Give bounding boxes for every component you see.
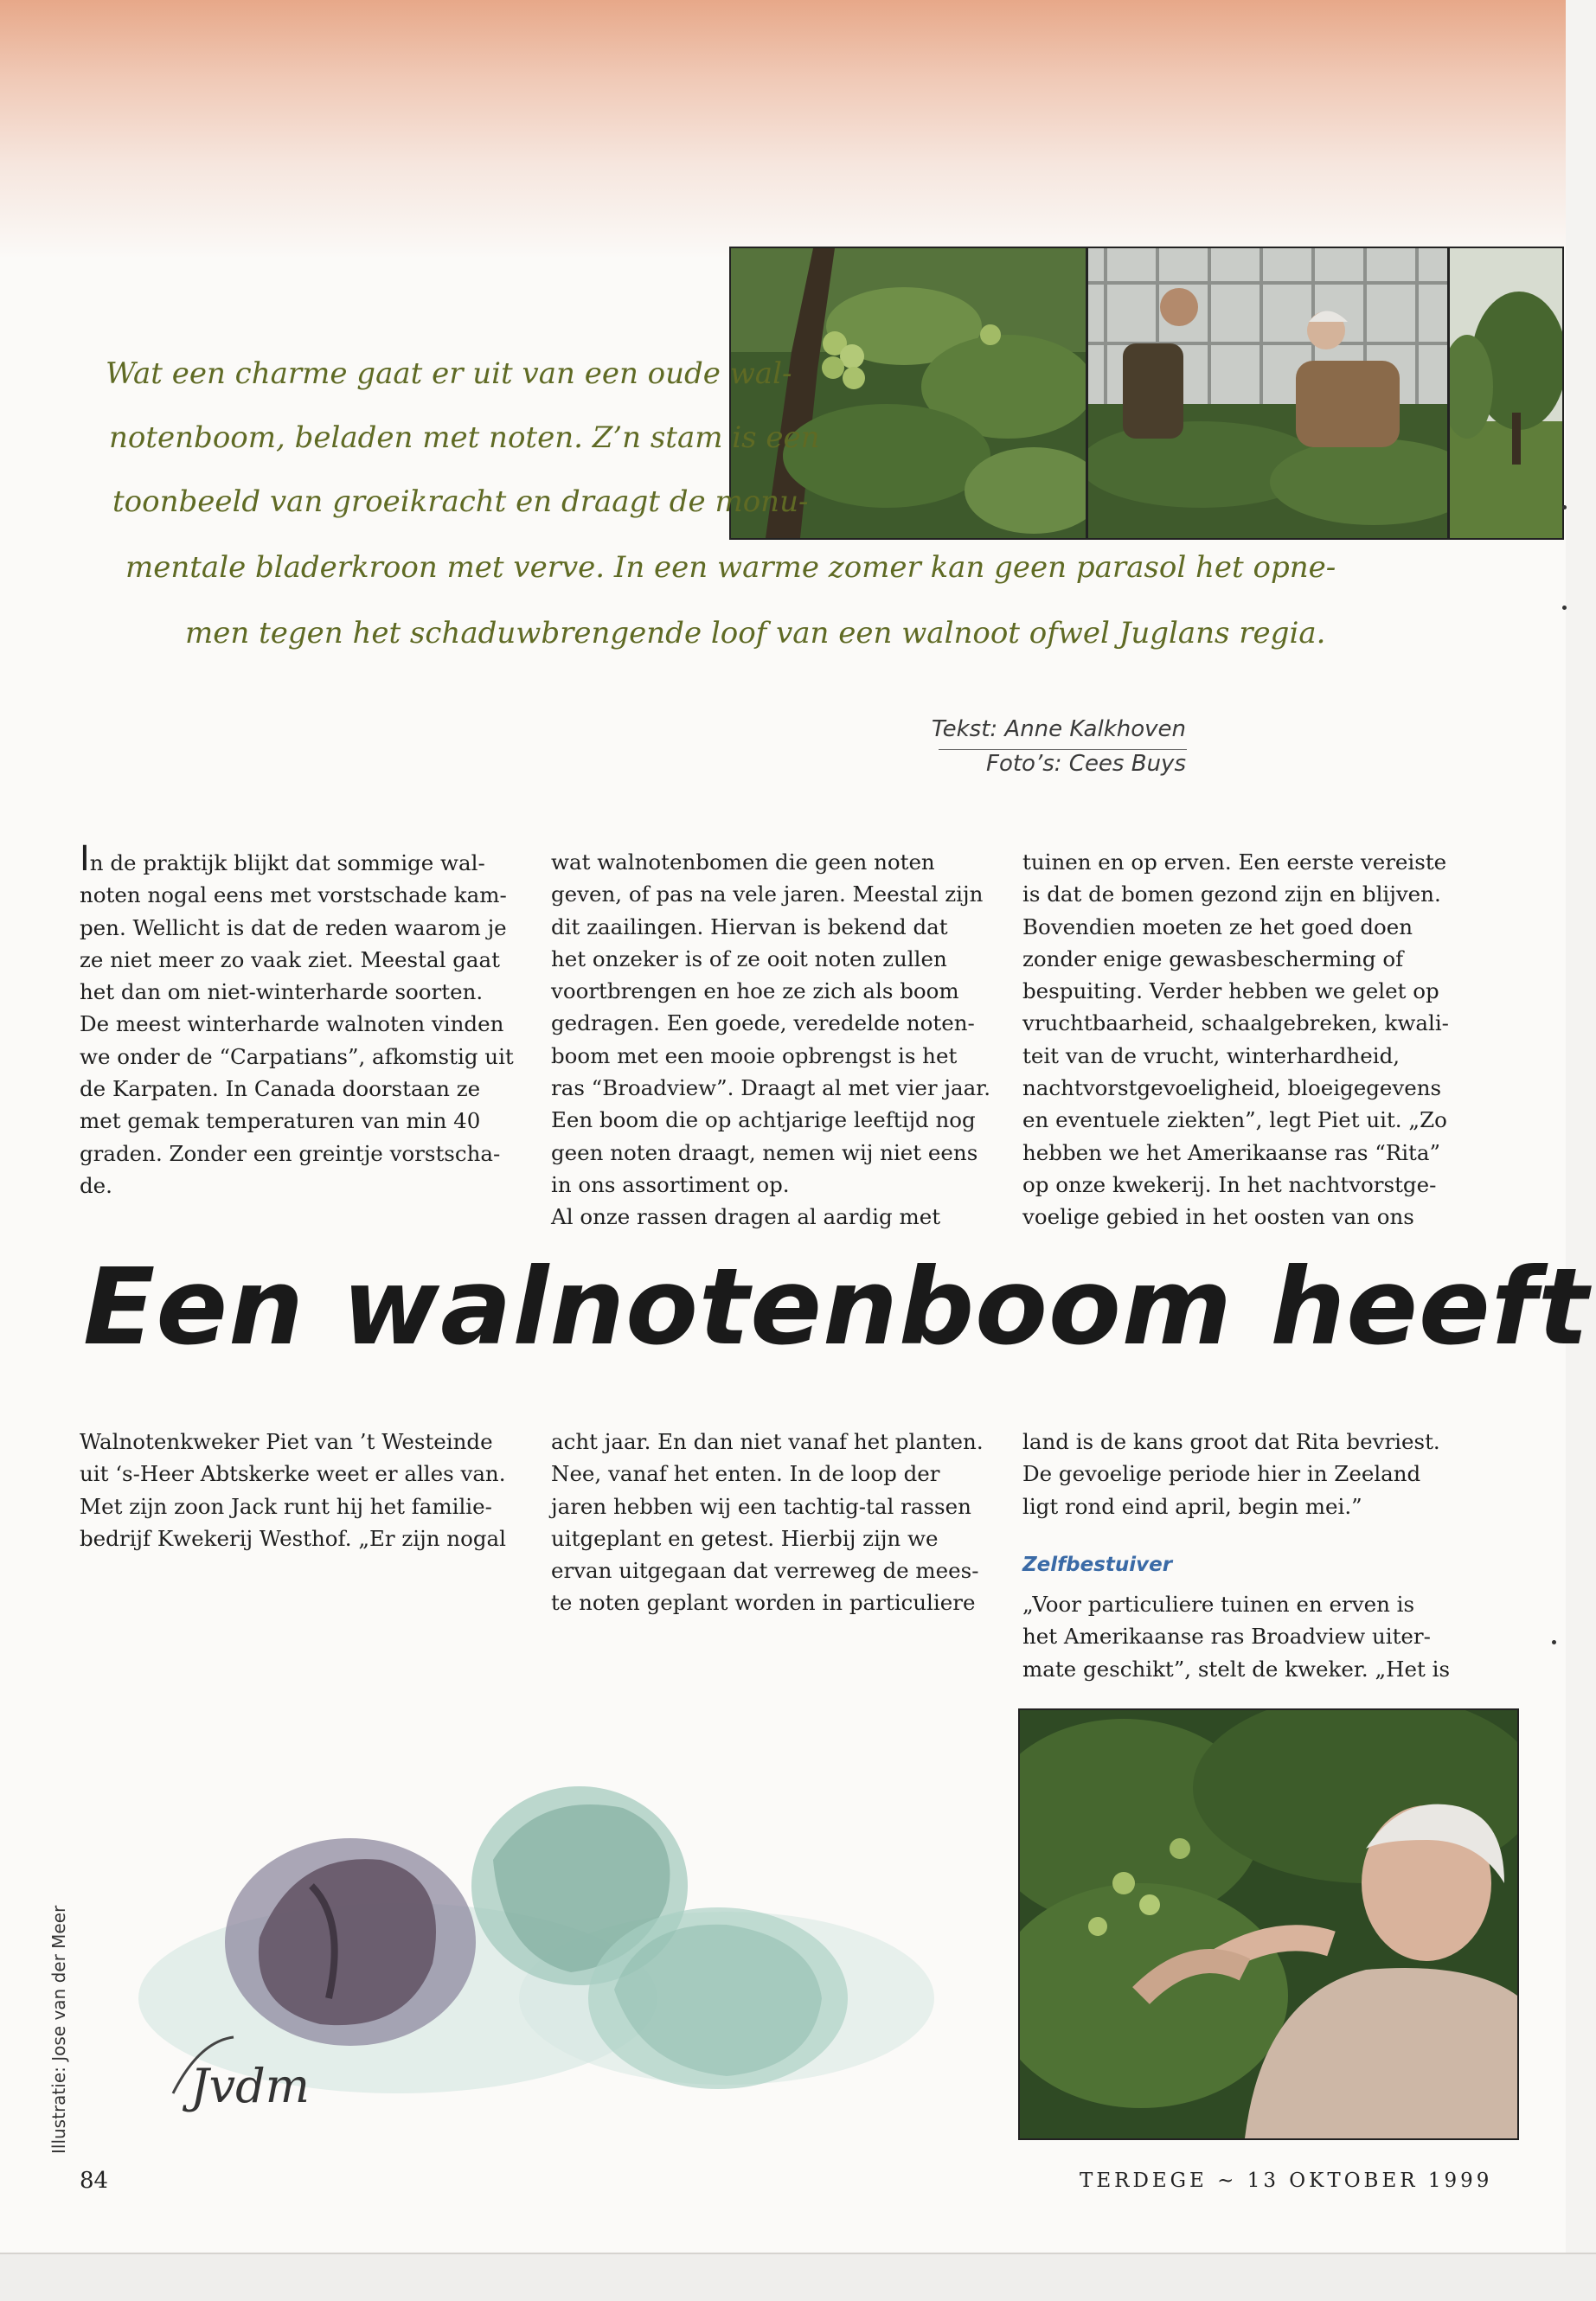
upper-column-2: [551, 846, 990, 1234]
byline-photos: Foto’s: Cees Buys: [985, 751, 1186, 777]
text-line: noten nogal eens met vorstschade kam-: [80, 882, 507, 908]
text-line: ervan uitgegaan dat verreweg de mees-: [551, 1558, 979, 1584]
text-line: ze niet meer zo vaak ziet. Meestal gaat: [80, 946, 500, 972]
text-line: we onder de “Carpatians”, afkomstig uit: [80, 1043, 514, 1069]
lead-line-4: mentale bladerkroon met verve. In een warme zomer kan geen parasol het opne-: [125, 550, 1336, 585]
greenhouse-photo: [1086, 247, 1449, 540]
text-line: vruchtbaarheid, schaalgebreken, kwali-: [1022, 1010, 1449, 1036]
lead-line-5: men tegen het schaduwbrengende loof van een walnoot ofwel Juglans regia.: [185, 616, 1326, 651]
text-line: dit zaailingen. Hiervan is bekend dat: [551, 913, 948, 939]
text-line: op onze kwekerij. In het nachtvorstge-: [1022, 1171, 1437, 1197]
text-line: geven, of pas na vele jaren. Meestal zijn: [551, 881, 984, 907]
text-line: uit ‘s-Heer Abtskerke weet er alles van.: [80, 1461, 506, 1487]
drop-cap: I: [80, 839, 90, 879]
page-number: 84: [80, 2168, 109, 2194]
illustration-credit: Illustratie: Jose van der Meer: [48, 1905, 69, 2154]
text-line: voortbrengen en hoe ze zich als boom: [551, 978, 959, 1004]
page-edge-bottom: [0, 2253, 1596, 2301]
text-line: geen noten draagt, nemen wij niet eens: [551, 1139, 978, 1165]
text-line: Met zijn zoon Jack runt hij het familie-: [80, 1493, 492, 1519]
grower-image: [1020, 1710, 1517, 2138]
text-line: het onzeker is of ze ooit noten zullen: [551, 945, 947, 971]
text-line: Walnotenkweker Piet van ’t Westeinde: [80, 1429, 493, 1454]
text-line-rest: n de praktijk blijkt dat sommige wal-: [89, 850, 485, 875]
headline: Een walnotenboom heeft: [83, 1246, 1590, 1368]
margin-dot: [1562, 505, 1567, 510]
text-line: is dat de bomen gezond zijn en blijven.: [1022, 881, 1441, 907]
grower-photo: [1018, 1708, 1519, 2140]
text-line: het dan om niet-winterharde soorten.: [80, 979, 484, 1005]
lower-column-3-continued: [1022, 1588, 1450, 1685]
text-line: het Amerikaanse ras Broadview uiter-: [1022, 1624, 1431, 1650]
text-line: [80, 839, 514, 879]
byline-rule: [939, 749, 1187, 750]
lower-column-1: [80, 1426, 506, 1554]
publication-footer: TERDEGE ~ 13 OKTOBER 1999: [1080, 2170, 1493, 2192]
text-line: en eventuele ziekten”, legt Piet uit. „Zo: [1022, 1107, 1447, 1133]
upper-column-3: [1022, 846, 1449, 1234]
text-line: „Voor particuliere tuinen en erven is: [1022, 1592, 1415, 1617]
text-line: uitgeplant en getest. Hierbij zijn we: [551, 1525, 939, 1551]
text-line: Bovendien moeten ze het goed doen: [1022, 913, 1413, 939]
lead-line-1: Wat een charme gaat er uit van een oude wal-: [106, 356, 792, 391]
text-line: ligt rond eind april, begin mei.”: [1022, 1493, 1362, 1519]
illustration-signature: Jvdm: [190, 2059, 310, 2113]
text-line: De meest winterharde walnoten vinden: [80, 1011, 504, 1037]
walnut-illustration: [121, 1739, 952, 2145]
text-line: ras “Broadview”. Draagt al met vier jaar.: [551, 1075, 990, 1101]
text-line: Al onze rassen dragen al aardig met: [551, 1204, 941, 1230]
greenhouse-image: [1088, 248, 1447, 538]
text-line: in ons assortiment op.: [551, 1171, 790, 1197]
text-line: tuinen en op erven. Een eerste vereiste: [1022, 849, 1447, 875]
page-edge-right: [1566, 0, 1596, 2301]
orchard-image: [1450, 248, 1562, 538]
subheading: Zelfbestuiver: [1022, 1554, 1173, 1576]
text-line: voelige gebied in het oosten van ons: [1022, 1204, 1414, 1230]
margin-dot: [1562, 606, 1567, 610]
text-line: boom met een mooie opbrengst is het: [551, 1042, 958, 1068]
text-line: jaren hebben wij een tachtig-tal rassen: [551, 1493, 971, 1519]
text-line: Een boom die op achtjarige leeftijd nog: [551, 1107, 976, 1133]
text-line: land is de kans groot dat Rita bevriest.: [1022, 1429, 1440, 1454]
text-line: teit van de vrucht, winterhardheid,: [1022, 1042, 1401, 1068]
margin-dot: [1552, 1640, 1556, 1644]
walnut-watercolor-image: [121, 1739, 952, 2145]
lower-column-3: [1022, 1426, 1440, 1522]
byline-text: Tekst: Anne Kalkhoven: [931, 716, 1186, 742]
text-line: hebben we het Amerikaanse ras “Rita”: [1022, 1139, 1441, 1165]
text-line: acht jaar. En dan niet vanaf het planten.: [551, 1429, 984, 1454]
lead-line-2: notenboom, beladen met noten. Z’n stam is een: [109, 420, 820, 455]
upper-column-1: [80, 839, 514, 1202]
text-line: bedrijf Kwekerij Westhof. „Er zijn nogal: [80, 1525, 506, 1551]
text-line: de.: [80, 1172, 112, 1198]
text-line: bespuiting. Verder hebben we gelet op: [1022, 978, 1439, 1004]
text-line: de Karpaten. In Canada doorstaan ze: [80, 1076, 481, 1102]
text-line: pen. Wellicht is dat de reden waarom je: [80, 914, 507, 940]
text-line: wat walnotenbomen die geen noten: [551, 849, 935, 875]
text-line: met gemak temperaturen van min 40: [80, 1108, 481, 1134]
text-line: graden. Zonder een greintje vorstscha-: [80, 1140, 501, 1166]
orchard-photo: [1448, 247, 1564, 540]
lower-column-2: [551, 1426, 984, 1619]
text-line: mate geschikt”, stelt de kweker. „Het is: [1022, 1656, 1451, 1682]
text-line: gedragen. Een goede, veredelde noten-: [551, 1010, 975, 1036]
lead-line-3: toonbeeld van groeikracht en draagt de monu-: [112, 484, 809, 519]
text-line: te noten geplant worden in particuliere: [551, 1590, 976, 1616]
text-line: nachtvorstgevoeligheid, bloeigegevens: [1022, 1075, 1442, 1101]
text-line: zonder enige gewasbescherming of: [1022, 945, 1404, 971]
text-line: De gevoelige periode hier in Zeeland: [1022, 1461, 1421, 1487]
text-line: Nee, vanaf het enten. In de loop der: [551, 1461, 940, 1487]
